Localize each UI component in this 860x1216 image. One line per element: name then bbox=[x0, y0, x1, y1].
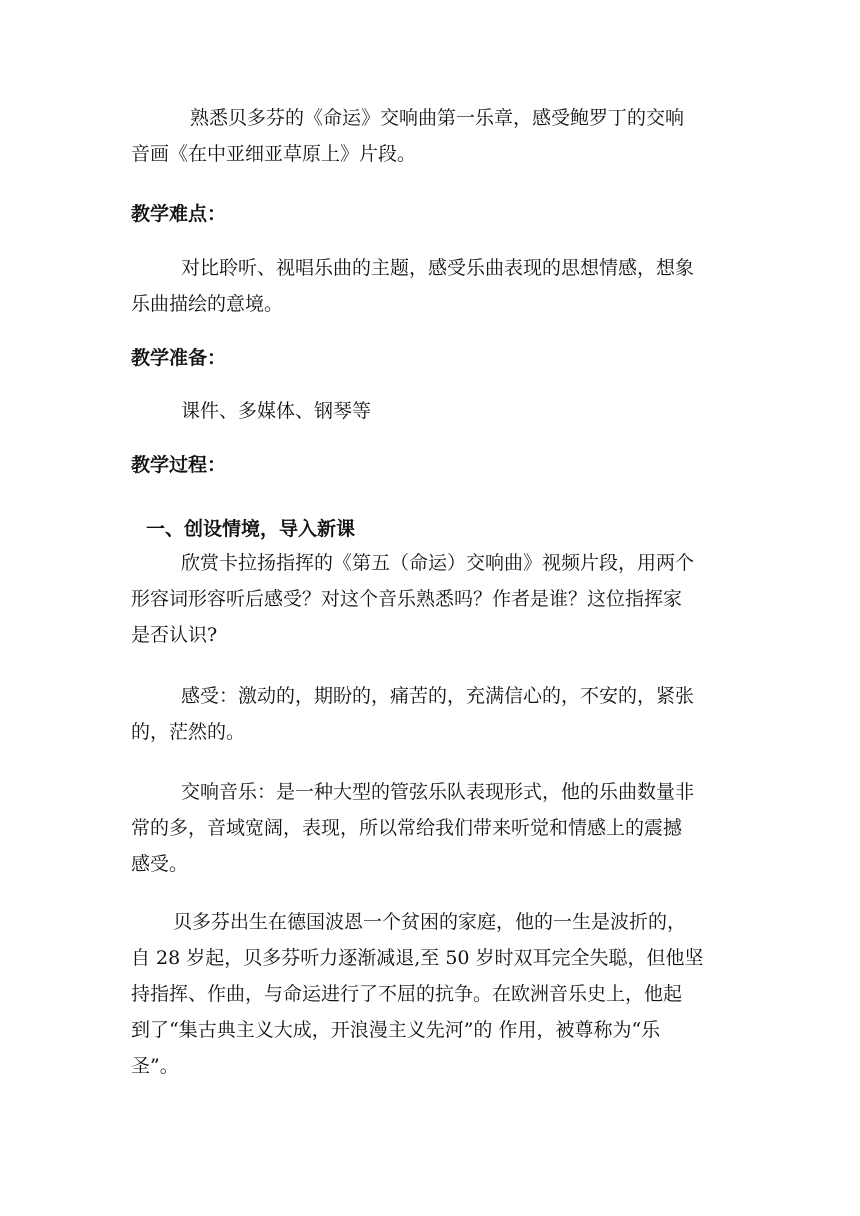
paragraph-line: 熟悉贝多芬的《命运》交响曲第一乐章，感受鲍罗丁的交响 bbox=[190, 107, 685, 129]
paragraph-line: 乐曲描绘的意境。 bbox=[131, 293, 284, 315]
paragraph-line: 音画《在中亚细亚草原上》片段。 bbox=[131, 143, 417, 165]
heading-section-one: 一、创设情境，导入新课 bbox=[146, 518, 356, 540]
difficulty-paragraph bbox=[131, 250, 694, 322]
paragraph-line: 到了“集古典主义大成，开浪漫主义先河”的 作用，被尊称为“乐 bbox=[131, 1019, 661, 1041]
symphony-paragraph bbox=[131, 774, 694, 882]
appreciation-paragraph bbox=[131, 545, 694, 653]
heading-teaching-difficulty: 教学难点： bbox=[131, 203, 227, 225]
heading-teaching-process: 教学过程： bbox=[131, 454, 227, 476]
paragraph-line: 的，茫然的。 bbox=[131, 721, 246, 743]
paragraph-line: 贝多芬出生在德国波恩一个贫困的家庭，他的一生是波折的， bbox=[173, 911, 687, 933]
paragraph-line: 感受：激动的，期盼的，痛苦的，充满信心的，不安的，紧张 bbox=[181, 685, 695, 707]
paragraph-line: 形容词形容听后感受？对这个音乐熟悉吗？作者是谁？这位指挥家 bbox=[131, 588, 683, 610]
paragraph-line: 对比聆听、视唱乐曲的主题，感受乐曲表现的思想情感，想象 bbox=[181, 257, 695, 279]
paragraph-line: 常的多，音域宽阔，表现，所以常给我们带来听觉和情感上的震撼 bbox=[131, 817, 683, 839]
beethoven-paragraph bbox=[131, 904, 704, 1084]
paragraph-line: 感受。 bbox=[131, 853, 189, 875]
paragraph-line: 课件、多媒体、钢琴等 bbox=[181, 400, 372, 422]
paragraph-line: 欣赏卡拉扬指挥的《第五（命运）交响曲》视频片段，用两个 bbox=[181, 552, 695, 574]
paragraph-line: 是否认识? bbox=[131, 624, 218, 646]
preparation-paragraph bbox=[131, 393, 371, 429]
paragraph-line: 交响音乐：是一种大型的管弦乐队表现形式，他的乐曲数量非 bbox=[181, 781, 695, 803]
feeling-paragraph bbox=[131, 678, 694, 750]
paragraph-line: 自 28 岁起，贝多芬听力逐渐减退,至 50 岁时双耳完全失聪，但他坚 bbox=[131, 947, 704, 969]
paragraph-line: 圣”。 bbox=[131, 1055, 179, 1077]
intro-paragraph bbox=[131, 100, 684, 172]
paragraph-line: 持指挥、作曲，与命运进行了不屈的抗争。在欧洲音乐史上，他起 bbox=[131, 983, 683, 1005]
heading-teaching-preparation: 教学准备： bbox=[131, 347, 227, 369]
